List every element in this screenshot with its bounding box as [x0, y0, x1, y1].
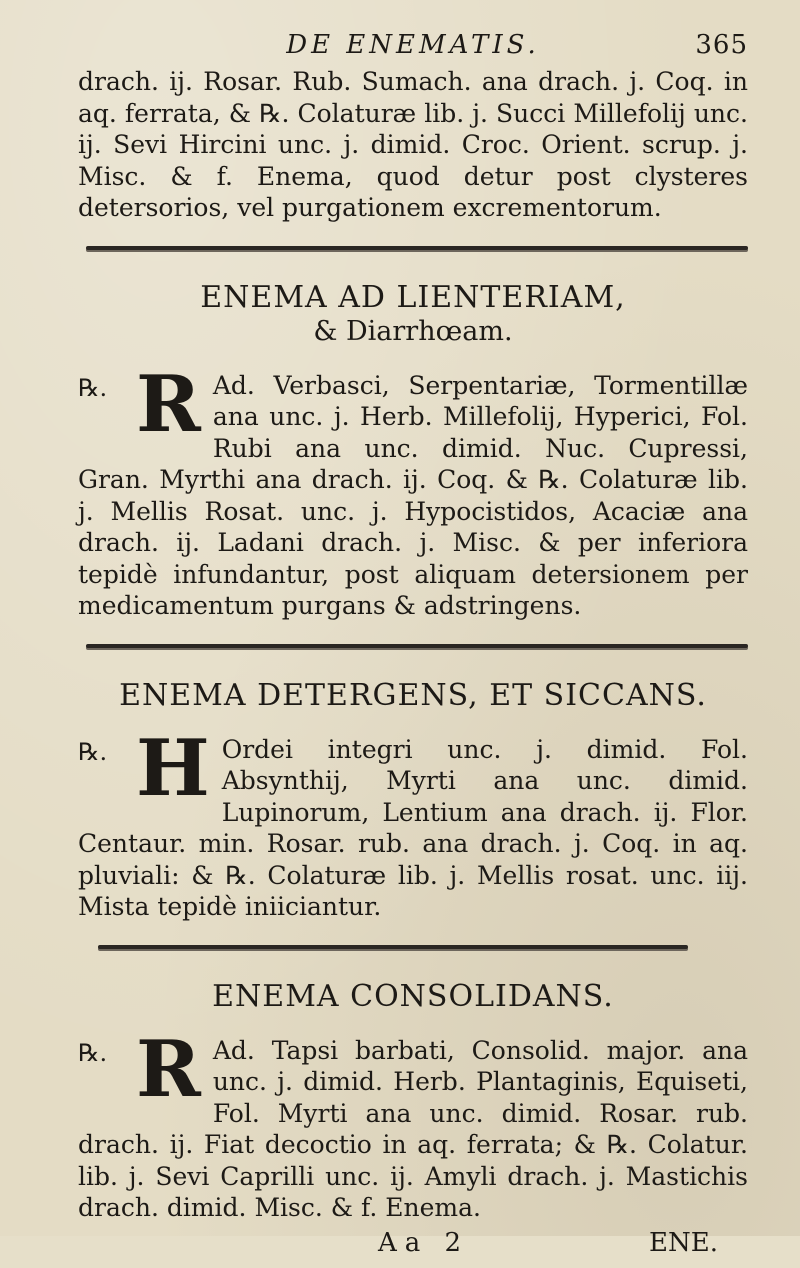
recipe-lienteria — [78, 358, 748, 622]
catchword: ENE. — [649, 1227, 718, 1258]
recipe-symbol: ℞. — [78, 1038, 108, 1067]
recipe-symbol: ℞. — [78, 373, 108, 402]
section-divider — [86, 644, 748, 648]
drop-capital: R — [136, 1023, 201, 1115]
recipe-text: Ordei integri unc. j. dimid. Fol. Absynthij, Myrti ana unc. dimid. Lupinorum, Lentium ana drach. ij. Flor. Centaur. min. Rosar. rub. ana drach. j. Coq. in aq. pluviali: & ℞. Colaturæ lib. j. Mellis rosat. unc. iij. Mista tepidè iniiciantur. — [78, 734, 748, 921]
running-title: DE ENEMATIS. — [286, 30, 540, 60]
recipe-symbol: ℞. — [78, 737, 108, 766]
recipe-text: Ad. Verbasci, Serpentariæ, Tormentillæ ana unc. j. Herb. Millefolij, Hyperici, Fol. Rubi ana unc. dimid. Nuc. Cupressi, Gran. Myrthi ana drach. ij. Coq. & ℞. Colaturæ lib. j. Mellis Rosat. unc. j. Hypocistidos, Acaciæ ana drach. ij. Ladani drach. j. Misc. & per inferiora tepidè infundantur, post aliquam detersionem per medicamentum purgans & adstringens. — [78, 370, 748, 620]
section-divider — [86, 246, 748, 250]
page-number: 365 — [695, 30, 748, 60]
recipe-consolidans — [78, 1023, 748, 1224]
section-title: ENEMA CONSOLIDANS. — [212, 978, 614, 1014]
running-head — [78, 30, 748, 66]
drop-capital: R — [136, 358, 201, 450]
signature-mark: Aa 2 — [378, 1227, 470, 1258]
section-title: ENEMA DETERGENS, ET SICCANS. — [119, 677, 707, 713]
section-title: ENEMA AD LIENTERIAM, — [200, 279, 626, 315]
recipe-detergens — [78, 722, 748, 923]
section-subtitle: & Diarrhœam. — [313, 315, 513, 347]
recipe-text: Ad. Tapsi barbati, Consolid. major. ana unc. j. dimid. Herb. Plantaginis, Equiseti, Fol. Myrti ana unc. dimid. Rosar. rub. drach. ij. Fiat decoctio in aq. ferrata; & ℞. Colatur. lib. j. Sevi Caprilli unc. ij. Amyli drach. j. Mastichis drach. dimid. Misc. & f. Enema. — [78, 1035, 748, 1222]
drop-capital: H — [136, 722, 210, 814]
continued-text: drach. ij. Rosar. Rub. Sumach. ana drach. j. Coq. in aq. ferrata, & ℞. Colaturæ lib. j. Succi Millefolij unc. ij. Sevi Hircini unc. j. dimid. Croc. Orient. scrup. j. Misc. & f. Enema, quod detur post clysteres detersorios, vel purgationem excrementorum. — [78, 67, 748, 222]
page-footer — [78, 1228, 748, 1268]
section-divider — [98, 945, 688, 949]
